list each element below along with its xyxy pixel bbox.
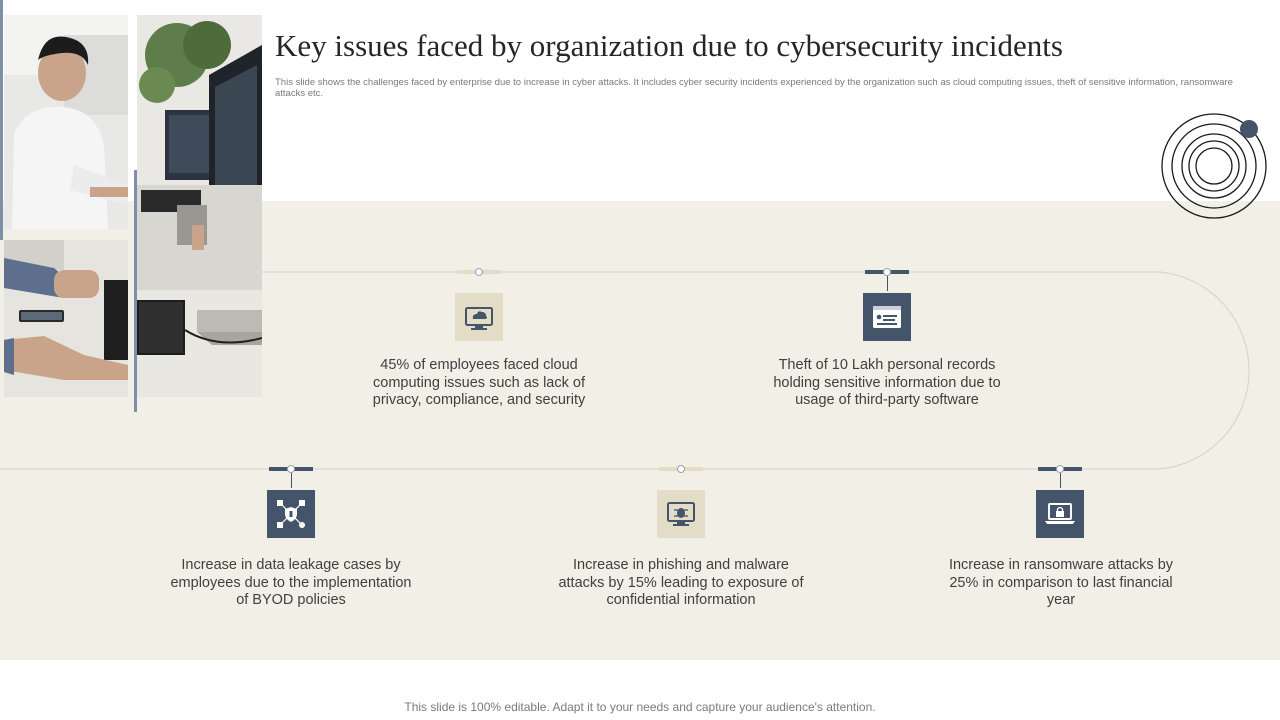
- issue-icon-box-2: [863, 293, 911, 341]
- photo-collage: [0, 0, 264, 412]
- browser-window-icon: [871, 303, 903, 331]
- issue-text-1: 45% of employees faced cloud computing issues such as lack of privacy, compliance, and security: [372, 357, 586, 408]
- laptop-lock-icon: [1043, 499, 1077, 529]
- timeline-node-5: [1056, 465, 1064, 473]
- photo-hands-on-keyboard: [4, 240, 128, 397]
- timeline-node-4: [677, 465, 685, 473]
- timeline-stem-5: [1060, 473, 1061, 488]
- monitor-icon: [137, 15, 262, 290]
- issue-icon-box-4: [657, 490, 705, 538]
- photo-desk-keyboard: [137, 290, 262, 397]
- keyboard-icon: [137, 290, 262, 397]
- issue-text-3: Increase in data leakage cases by employees due to the implementation of BYOD policies: [170, 557, 412, 608]
- photo-man-at-computer: [4, 15, 128, 229]
- person-working-icon: [4, 15, 128, 229]
- timeline-stem-3: [291, 473, 292, 488]
- page-subtitle: This slide shows the challenges faced by enterprise due to increase in cyber attacks. It includes cyber security incidents experienced by the organization such as cloud computing issues, theft of sensitive information, ransomware attacks etc.: [275, 77, 1233, 99]
- issue-text-4: Increase in phishing and malware attacks by 15% leading to exposure of confidential information: [558, 557, 804, 608]
- footer-note: This slide is 100% editable. Adapt it to your needs and capture your audience's attention.: [404, 700, 876, 714]
- keyboard-icon: [4, 240, 128, 397]
- issue-icon-box-3: [267, 490, 315, 538]
- issue-text-2: Theft of 10 Lakh personal records holding sensitive information due to usage of third-party software: [773, 357, 1001, 408]
- network-shield-icon: [274, 497, 308, 531]
- issue-text-5: Increase in ransomware attacks by 25% in comparison to last financial year: [948, 557, 1174, 608]
- timeline-stem-2: [887, 276, 888, 291]
- photo-monitors-and-plant: [137, 15, 262, 290]
- cloud-computer-icon: [462, 300, 496, 334]
- page-title: Key issues faced by organization due to cybersecurity incidents: [275, 28, 1063, 63]
- timeline-node-3: [287, 465, 295, 473]
- timeline-node-1: [475, 268, 483, 276]
- issue-icon-box-5: [1036, 490, 1084, 538]
- target-circles-icon: [1158, 112, 1270, 222]
- monitor-bug-icon: [664, 497, 698, 531]
- accent-bar-left: [0, 0, 3, 240]
- timeline-node-2: [883, 268, 891, 276]
- issue-icon-box-1: [455, 293, 503, 341]
